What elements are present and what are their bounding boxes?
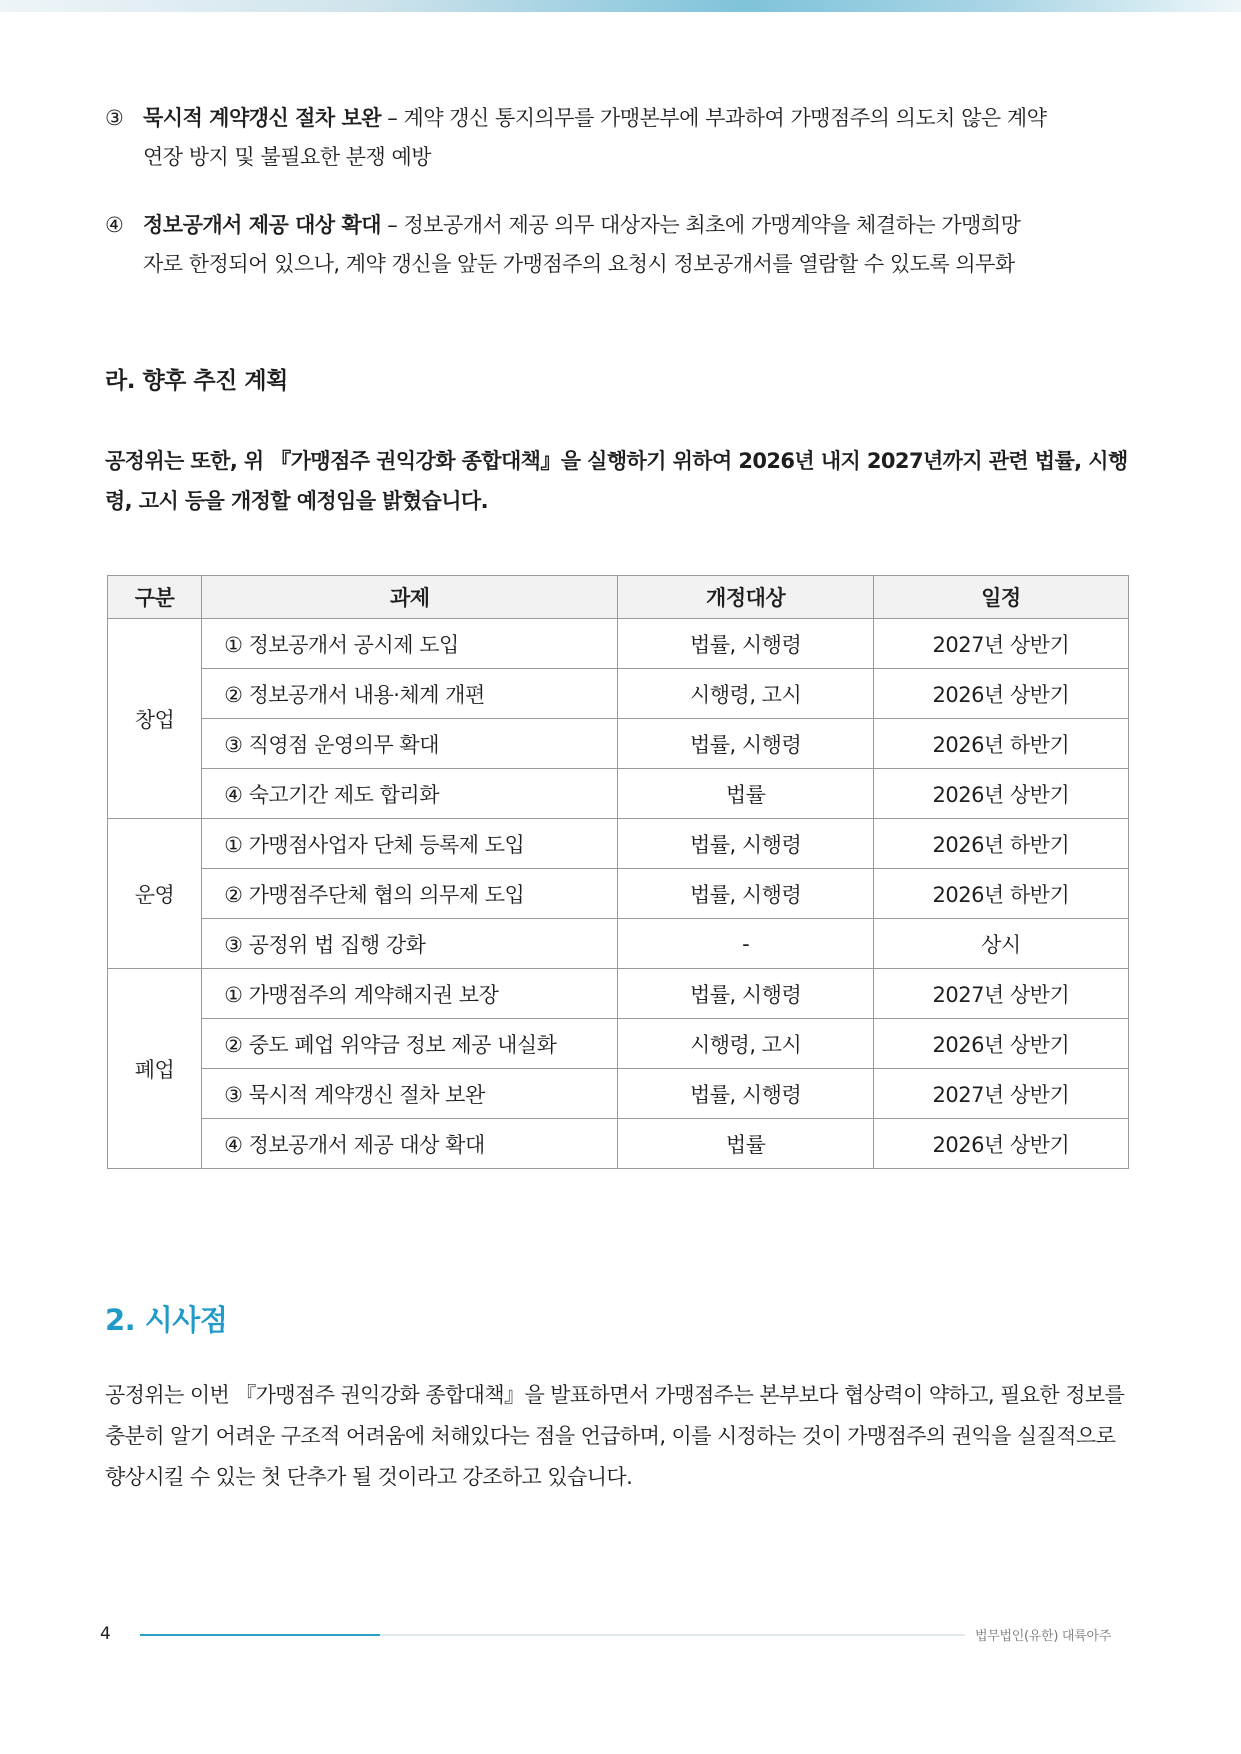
schedule-cell: 2027년 상반기 <box>873 1069 1128 1119</box>
item-continuation: 연장 방지 및 불필요한 분쟁 예방 <box>143 145 432 169</box>
item-continuation: 자로 한정되어 있으나, 계약 갱신을 앞둔 가맹점주의 요청시 정보공개서를 열람할 수 있도록 의무화 <box>143 252 1015 276</box>
group-label: 창업 <box>108 619 202 819</box>
item-number: ③ <box>105 106 124 130</box>
task-cell: ② 가맹점주단체 협의 의무제 도입 <box>202 869 618 919</box>
item-number: ④ <box>105 213 124 237</box>
page-number: 4 <box>100 1624 111 1644</box>
schedule-cell: 2026년 하반기 <box>873 819 1128 869</box>
table-row <box>108 619 1129 669</box>
item-text: – 계약 갱신 통지의무를 가맹본부에 부과하여 가맹점주의 의도치 않은 계약 <box>381 106 1047 130</box>
firm-name: 법무법인(유한) 대륙아주 <box>975 1629 1111 1644</box>
target-cell: - <box>618 919 873 969</box>
task-cell: ③ 묵시적 계약갱신 절차 보완 <box>202 1069 618 1119</box>
task-cell: ③ 직영점 운영의무 확대 <box>202 719 618 769</box>
task-cell: ① 가맹점주의 계약해지권 보장 <box>202 969 618 1019</box>
table-row <box>108 969 1129 1019</box>
table-row <box>108 719 1129 769</box>
item-text: – 정보공개서 제공 의무 대상자는 최초에 가맹계약을 체결하는 가맹희망 <box>381 213 1021 237</box>
task-cell: ① 정보공개서 공시제 도입 <box>202 619 618 669</box>
implications-heading: 2. 시사점 <box>105 1303 228 1337</box>
task-cell: ④ 숙고기간 제도 합리화 <box>202 769 618 819</box>
header-target: 개정대상 <box>618 576 873 619</box>
schedule-cell: 2026년 상반기 <box>873 769 1128 819</box>
footer-divider <box>140 1634 965 1636</box>
schedule-cell: 2026년 하반기 <box>873 719 1128 769</box>
list-item-4 <box>105 206 1135 284</box>
table-row <box>108 919 1129 969</box>
table-row <box>108 1019 1129 1069</box>
task-cell: ① 가맹점사업자 단체 등록제 도입 <box>202 819 618 869</box>
header-category: 구분 <box>108 576 202 619</box>
schedule-cell: 2027년 상반기 <box>873 619 1128 669</box>
table-row <box>108 1119 1129 1169</box>
target-cell: 법률, 시행령 <box>618 619 873 669</box>
implications-paragraph: 공정위는 이번 『가맹점주 권익강화 종합대책』을 발표하면서 가맹점주는 본부보다 협상력이 약하고, 필요한 정보를 충분히 알기 어려운 구조적 어려움에 처해있다는 점을 언급하며, 이를 시정하는 것이 가맹점주의 권익을 실질적으로 향상시킬 수 있는 첫 단추가 될 것이라고 강조하고 있습니다. <box>105 1383 1125 1489</box>
schedule-cell: 2026년 상반기 <box>873 1119 1128 1169</box>
header-task: 과제 <box>202 576 618 619</box>
plan-paragraph: 공정위는 또한, 위 『가맹점주 권익강화 종합대책』을 실행하기 위하여 2026년 내지 2027년까지 관련 법률, 시행령, 고시 등을 개정할 예정임을 밝혔습니다. <box>105 449 1128 513</box>
target-cell: 법률, 시행령 <box>618 719 873 769</box>
item-lead: 정보공개서 제공 대상 확대 <box>143 213 382 237</box>
task-cell: ② 정보공개서 내용·체계 개편 <box>202 669 618 719</box>
table-header-row <box>108 576 1129 619</box>
section-title: 라. 향후 추진 계획 <box>105 368 288 394</box>
schedule-cell: 2026년 상반기 <box>873 669 1128 719</box>
target-cell: 시행령, 고시 <box>618 1019 873 1069</box>
target-cell: 법률, 시행령 <box>618 969 873 1019</box>
list-item-3 <box>105 99 1135 177</box>
target-cell: 법률, 시행령 <box>618 869 873 919</box>
group-label: 폐업 <box>108 969 202 1169</box>
target-cell: 법률, 시행령 <box>618 819 873 869</box>
schedule-cell: 상시 <box>873 919 1128 969</box>
top-gradient-bar <box>0 0 1241 12</box>
target-cell: 시행령, 고시 <box>618 669 873 719</box>
target-cell: 법률 <box>618 1119 873 1169</box>
task-cell: ② 중도 폐업 위약금 정보 제공 내실화 <box>202 1019 618 1069</box>
target-cell: 법률, 시행령 <box>618 1069 873 1119</box>
schedule-cell: 2026년 상반기 <box>873 1019 1128 1069</box>
schedule-cell: 2026년 하반기 <box>873 869 1128 919</box>
item-lead: 묵시적 계약갱신 절차 보완 <box>143 106 382 130</box>
schedule-table <box>107 575 1129 1169</box>
table-row <box>108 1069 1129 1119</box>
header-schedule: 일정 <box>873 576 1128 619</box>
task-cell: ③ 공정위 법 집행 강화 <box>202 919 618 969</box>
footer-divider-accent <box>140 1634 380 1636</box>
task-cell: ④ 정보공개서 제공 대상 확대 <box>202 1119 618 1169</box>
group-label: 운영 <box>108 819 202 969</box>
table-row <box>108 869 1129 919</box>
table-row <box>108 819 1129 869</box>
table-row <box>108 669 1129 719</box>
table-row <box>108 769 1129 819</box>
target-cell: 법률 <box>618 769 873 819</box>
schedule-cell: 2027년 상반기 <box>873 969 1128 1019</box>
